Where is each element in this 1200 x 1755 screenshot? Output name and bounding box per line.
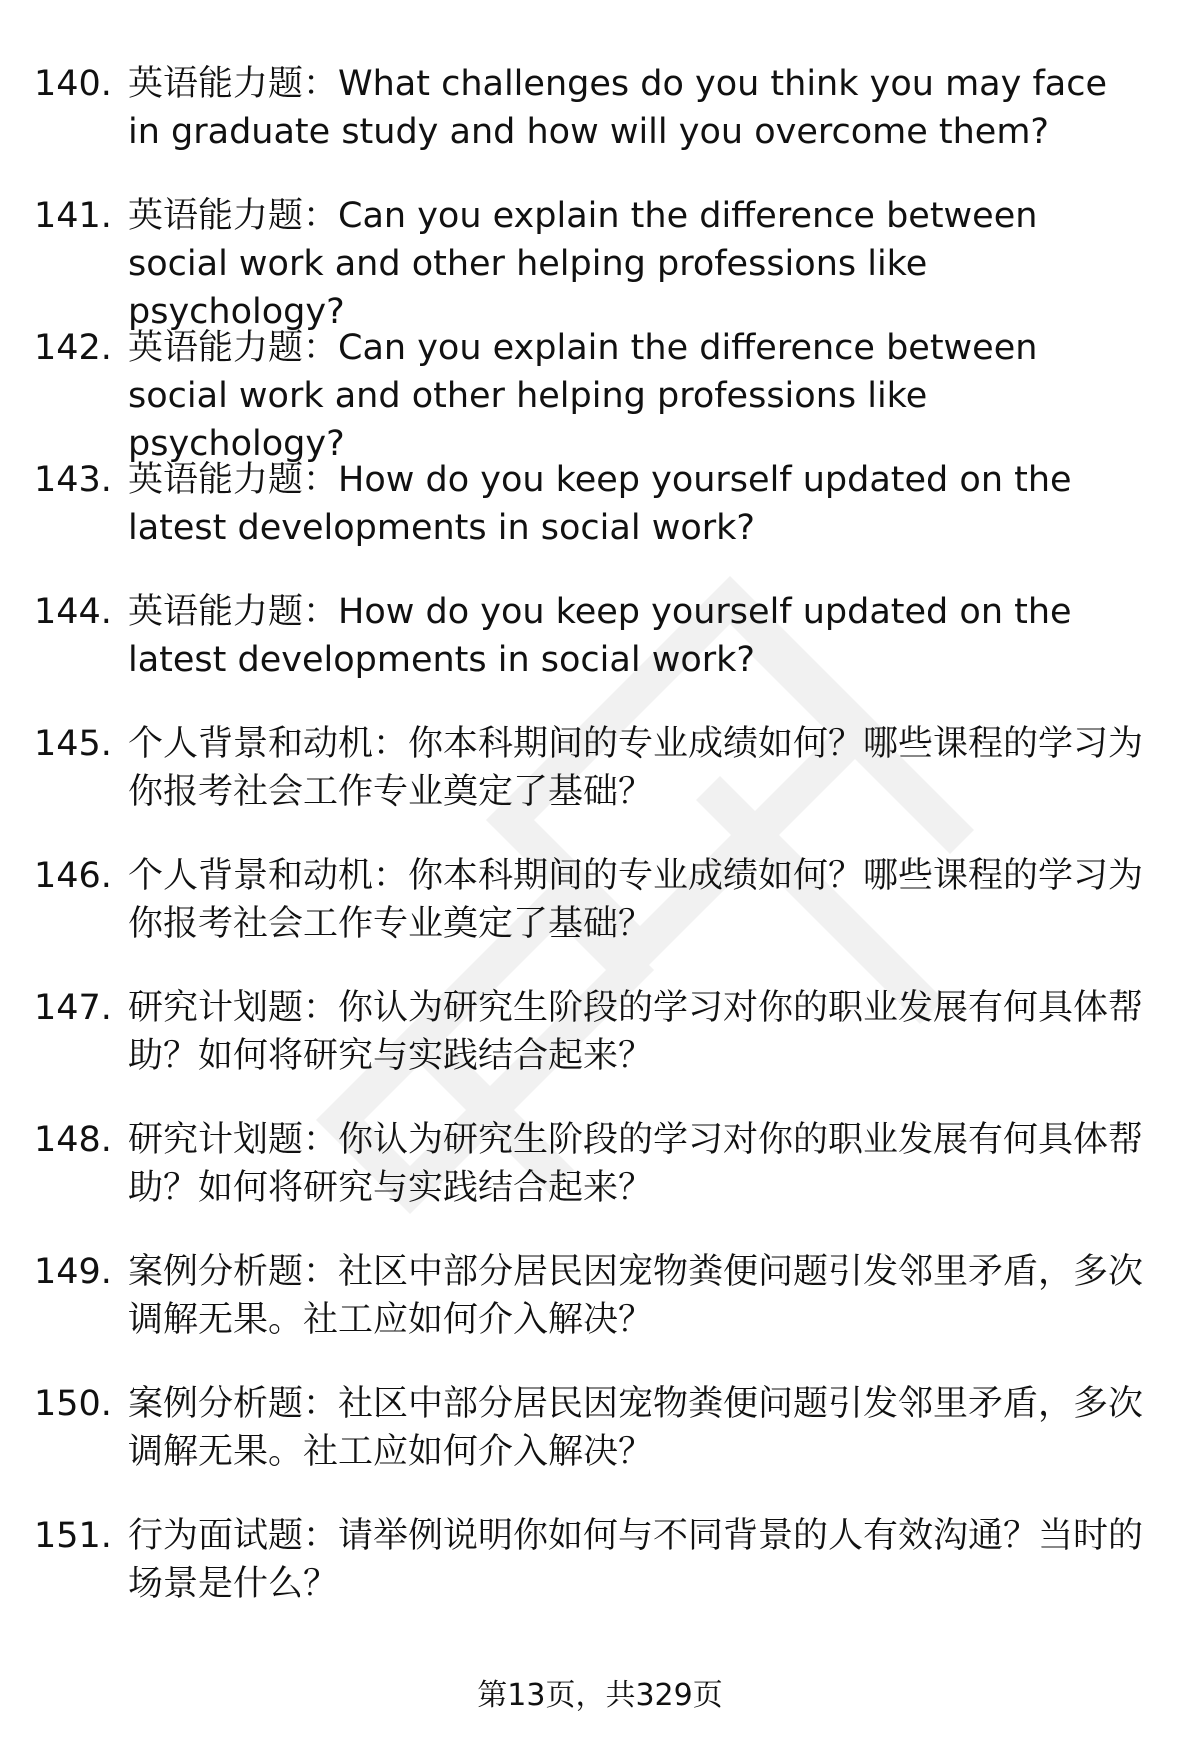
question-number: 145. (34, 724, 112, 764)
question-number: 150. (34, 1384, 112, 1424)
question-number: 144. (34, 592, 112, 632)
question-text: 行为面试题：请举例说明你如何与不同背景的人有效沟通？当时的场景是什么？ (128, 1516, 1144, 1604)
question-text: 英语能力题：How do you keep yourself updated on the latest developments in social work? (128, 592, 1072, 680)
question-text: 案例分析题：社区中部分居民因宠物粪便问题引发邻里矛盾，多次调解无果。社工应如何介入解决？ (128, 1252, 1144, 1340)
question-text: 案例分析题：社区中部分居民因宠物粪便问题引发邻里矛盾，多次调解无果。社工应如何介入解决？ (128, 1384, 1144, 1472)
question-item (0, 60, 1200, 192)
question-text: 英语能力题：How do you keep yourself updated on the latest developments in social work? (128, 460, 1072, 548)
question-list (0, 60, 1200, 1644)
question-number: 142. (34, 328, 112, 368)
question-text: 个人背景和动机：你本科期间的专业成绩如何？哪些课程的学习为你报考社会工作专业奠定了基础？ (128, 856, 1144, 944)
question-item (0, 984, 1200, 1116)
question-text: 英语能力题：What challenges do you think you may face in graduate study and how will you overcome them? (128, 64, 1107, 152)
question-number: 143. (34, 460, 112, 500)
question-number: 151. (34, 1516, 112, 1556)
question-item (0, 456, 1200, 588)
question-number: 146. (34, 856, 112, 896)
question-item (0, 192, 1200, 332)
page-footer: 第13页，共329页 (477, 1678, 723, 1713)
question-text: 英语能力题：Can you explain the difference between social work and other helping professions like psychology? (128, 196, 1038, 332)
question-text: 研究计划题：你认为研究生阶段的学习对你的职业发展有何具体帮助？如何将研究与实践结合起来？ (128, 988, 1144, 1076)
question-item (0, 588, 1200, 720)
question-number: 149. (34, 1252, 112, 1292)
question-item (0, 852, 1200, 984)
question-text: 个人背景和动机：你本科期间的专业成绩如何？哪些课程的学习为你报考社会工作专业奠定了基础？ (128, 724, 1144, 812)
question-number: 147. (34, 988, 112, 1028)
question-number: 141. (34, 196, 112, 236)
question-number: 148. (34, 1120, 112, 1160)
question-item (0, 1512, 1200, 1644)
question-item (0, 324, 1200, 464)
question-item (0, 720, 1200, 852)
question-number: 140. (34, 64, 112, 104)
question-item (0, 1116, 1200, 1248)
question-item (0, 1380, 1200, 1512)
question-text: 英语能力题：Can you explain the difference between social work and other helping professions like psychology? (128, 328, 1038, 464)
question-item (0, 1248, 1200, 1380)
question-text: 研究计划题：你认为研究生阶段的学习对你的职业发展有何具体帮助？如何将研究与实践结合起来？ (128, 1120, 1144, 1208)
